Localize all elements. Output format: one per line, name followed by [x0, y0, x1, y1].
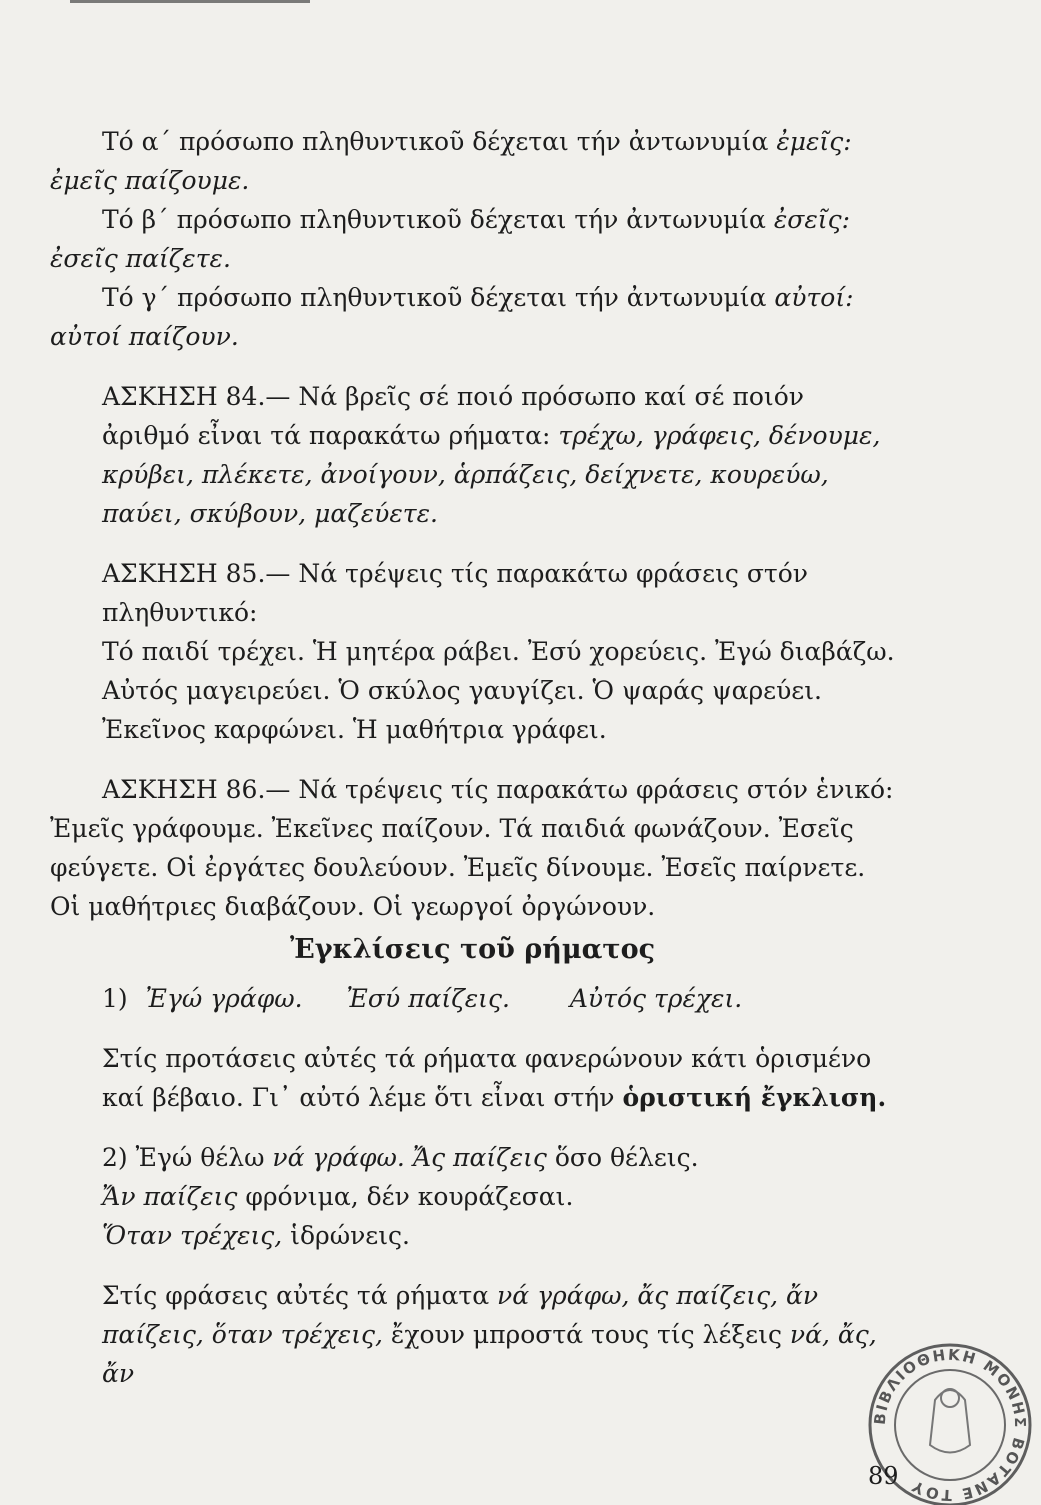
indicative-term: ὁριστική ἔγκλιση. [622, 1083, 887, 1112]
text: Τό α΄ πρόσωπο πληθυντικοῦ δέχεται τήν ἀντωνυμία [102, 127, 777, 156]
stamp-text: ΒΙΒΛΙΟΘΗΚΗ ΜΟΝΗΣ ΒΟΤΑΝΕ ΤΟΥ [870, 1345, 1030, 1505]
text: Ἐγώ θέλω [135, 1143, 273, 1172]
text: ἐμεῖς: [776, 127, 852, 156]
exercise-84-title: ΑΣΚΗΣΗ 84.— Νά βρεῖς σέ ποιό πρόσωπο καί σέ ποιόν ἀριθμό εἶναι τά παρακάτω ρήματα: [102, 382, 804, 450]
text: νά γράφω. [272, 1143, 405, 1172]
exercise-85-sentences: Τό παιδί τρέχει. Ἡ μητέρα ράβει. Ἐσύ χορεύεις. Ἐγώ διαβάζω. Αὐτός μαγειρεύει. Ὁ σκύλος γαυγίζει. Ὁ ψαράς ψαρεύει. Ἐκεῖνος καρφώνει. Ἡ μαθήτρια γράφει. [102, 637, 895, 744]
paragraph-indicative [50, 1039, 895, 1117]
text: Ἄν παίζεις [102, 1182, 238, 1211]
text: νά γράφω, ἄς παίζεις, ἄν παίζεις, ὅταν τρέχεις, [102, 1281, 819, 1349]
page-number: 89 [868, 1462, 899, 1490]
top-rule [70, 0, 310, 3]
example-1-b: Ἐσύ παίζεις. [346, 984, 510, 1013]
exercise-84-verbs: τρέχω, γράφεις, δένουμε, κρύβει, πλέκετε, ἀνοίγουν, ἁρπάζεις, δείχνετε, κουρεύω, παύει, σκύβουν, μαζεύετε. [102, 421, 881, 528]
text: Ὅταν τρέχεις, [102, 1221, 283, 1250]
text: Στίς φράσεις αὐτές τά ρήματα [102, 1281, 498, 1310]
exercise-84 [50, 377, 895, 533]
text: Τό γ΄ πρόσωπο πληθυντικοῦ δέχεται τήν ἀντωνυμία [102, 283, 775, 312]
line-second-person [50, 200, 895, 239]
line-third-person-example: αὐτοί παίζουν. [50, 322, 239, 351]
exercise-85-title: ΑΣΚΗΣΗ 85.— Νά τρέψεις τίς παρακάτω φράσεις στόν πληθυντικό: [102, 559, 808, 627]
example-number: 2) [102, 1143, 128, 1172]
exercise-86-title: ΑΣΚΗΣΗ 86.— Νά τρέψεις τίς παρακάτω φράσεις στόν ἑνικό: [102, 775, 894, 804]
text: Τό β΄ πρόσωπο πληθυντικοῦ δέχεται τήν ἀντωνυμία [102, 205, 774, 234]
text [405, 1143, 413, 1172]
text: ἐσεῖς: [773, 205, 850, 234]
paragraph-particles [50, 1276, 895, 1393]
example-2-line-2 [50, 1177, 895, 1216]
section-heading: Ἐγκλίσεις τοῦ ρήματος [289, 934, 656, 965]
example-number: 1) [102, 984, 128, 1013]
text: αὐτοί: [774, 283, 854, 312]
example-1-a: Ἐγώ γράφω. [145, 984, 303, 1013]
example-1-c: Αὐτός τρέχει. [569, 984, 743, 1013]
line-third-person [50, 278, 895, 317]
text: ἔχουν μπροστά τους τίς λέξεις [382, 1320, 790, 1349]
example-2-line-1 [50, 1138, 895, 1177]
exercise-86-sentences: Ἐμεῖς γράφουμε. Ἐκεῖνες παίζουν. Τά παιδιά φωνάζουν. Ἐσεῖς φεύγετε. Οἱ ἐργάτες δουλεύουν. Ἐμεῖς δίνουμε. Ἐσεῖς παίρνετε. Οἱ μαθήτριες διαβάζουν. Οἱ γεωργοί ὀργώνουν. [50, 814, 866, 921]
text: Στίς προτάσεις αὐτές τά ρήματα φανερώνουν κάτι ὁρισμένο καί βέβαιο. Γι᾿ αὐτό λέμε ὅτι εἶναι στήν [102, 1044, 872, 1112]
line-first-person [50, 122, 895, 161]
example-1 [50, 979, 895, 1018]
text: Ἄς παίζεις [412, 1143, 547, 1172]
text: φρόνιμα, δέν κουράζεσαι. [237, 1182, 574, 1211]
example-2-line-3 [50, 1216, 895, 1255]
pronoun-section [50, 122, 895, 1393]
line-second-person-example: ἐσεῖς παίζετε. [50, 244, 231, 273]
text: ὅσο θέλεις. [546, 1143, 699, 1172]
line-first-person-example: ἐμεῖς παίζουμε. [50, 166, 250, 195]
text: νά, ἄς, ἄν [102, 1320, 877, 1388]
text: ἱδρώνεις. [282, 1221, 411, 1250]
